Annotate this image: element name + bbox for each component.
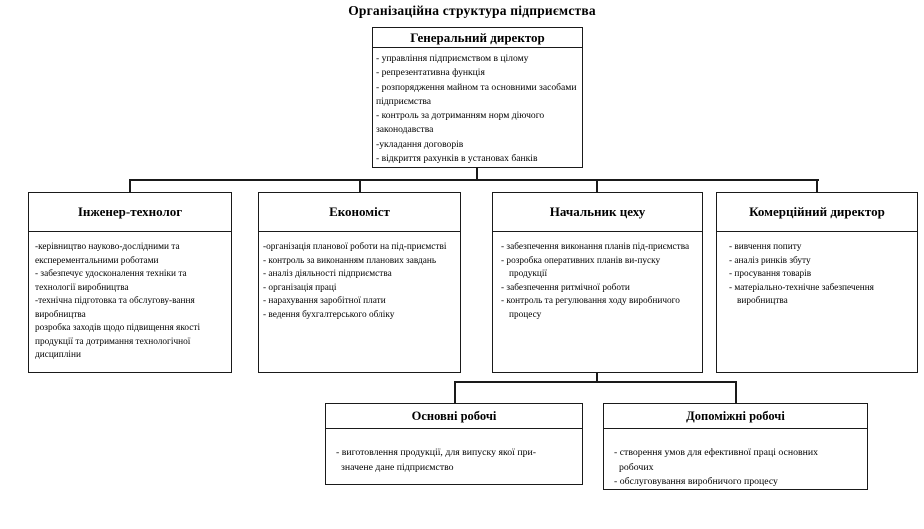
node-body-economist: [259, 232, 460, 322]
node-title-general-director: Генеральний директор: [373, 28, 582, 48]
connector-director-stem: [476, 168, 478, 179]
node-item: -керівництво науково-дослідними та експерементальними роботами: [35, 242, 180, 266]
node-item: - нарахування заробітної плати: [263, 296, 386, 306]
node-title-workshop-head: Начальник цеху: [493, 193, 702, 232]
node-item: - матеріально-технічне забезпечення виробництва: [729, 282, 874, 306]
node-item: - вивчення попиту: [729, 242, 802, 252]
node-body-general-director: [373, 48, 582, 166]
node-body-engineer-technologist: [29, 232, 231, 363]
connector-drop-auxiliary-workers: [735, 381, 737, 403]
node-item: - аналіз діяльності підприємства: [263, 269, 392, 279]
node-item: - забезпечення виконання планів під-приємства: [501, 242, 690, 252]
node-item: - контроль за дотриманням норм діючого законодавства: [376, 110, 545, 136]
node-item: - ведення бухгалтерського обліку: [263, 309, 395, 320]
connector-drop-economist: [359, 179, 361, 192]
node-title-auxiliary-workers: Допоміжні робочі: [604, 404, 867, 429]
node-item: - контроль та регулювання ходу виробничого процесу: [501, 296, 680, 320]
node-item: - аналіз ринків збуту: [729, 255, 811, 266]
node-item: - організація праці: [263, 282, 337, 293]
connector-drop-main-workers: [454, 381, 456, 403]
node-workshop-head: [492, 192, 703, 373]
node-item: - виготовлення продукції, для випуску якої при-значене дане підприємство: [336, 447, 536, 473]
node-economist: [258, 192, 461, 373]
connector-bus-bottom: [454, 381, 737, 383]
node-title-commercial-director: Комерційний директор: [717, 193, 917, 232]
node-body-workshop-head: [493, 232, 702, 322]
node-title-main-workers: Основні робочі: [326, 404, 582, 429]
node-title-engineer-technologist: Інженер-технолог: [29, 193, 231, 232]
node-item: - управління підприємством в цілому: [376, 53, 529, 64]
node-item: - відкриття рахунків в установах банків: [376, 153, 538, 165]
node-engineer-technologist: [28, 192, 232, 373]
node-general-director: [372, 27, 583, 168]
node-item: - контроль за виконанням планових завдань: [263, 255, 437, 266]
node-item: -організація планової роботи на під-приємстві: [263, 242, 447, 252]
node-item: - просування товарів: [729, 269, 812, 279]
node-item: -укладання договорів: [376, 138, 464, 150]
node-item: - обслуговування виробничого процесу: [614, 476, 778, 487]
node-item: - створення умов для ефективної праці основних робочих: [614, 447, 819, 473]
connector-drop-commercial-director: [816, 179, 818, 192]
node-auxiliary-workers: [603, 403, 868, 490]
node-item: - розпорядження майном та основними засобами підприємства: [376, 81, 577, 107]
node-commercial-director: [716, 192, 918, 373]
connector-drop-workshop-head: [596, 179, 598, 192]
node-body-commercial-director: [717, 232, 917, 309]
node-item: - забезпечення ритмічної роботи: [501, 282, 630, 293]
diagram-title: Організаційна структура підприємства: [348, 3, 596, 18]
connector-bus-top: [129, 179, 819, 181]
node-item: - репрезентативна функція: [376, 67, 485, 79]
node-item: -технічна підготовка та обслугову-вання виробництва: [35, 296, 195, 320]
node-item: - розробка оперативних планів ви-пуску продукції: [501, 255, 661, 279]
node-item: розробка заходів щодо підвищення якості продукції та дотримання технологічної дисципліни: [35, 323, 201, 360]
node-item: - забезпечує удосконалення техніки та технології виробництва: [35, 269, 187, 293]
node-title-economist: Економіст: [259, 193, 460, 232]
node-main-workers: [325, 403, 583, 485]
connector-drop-engineer: [129, 179, 131, 192]
node-body-auxiliary-workers: [604, 429, 867, 490]
node-body-main-workers: [326, 429, 582, 475]
